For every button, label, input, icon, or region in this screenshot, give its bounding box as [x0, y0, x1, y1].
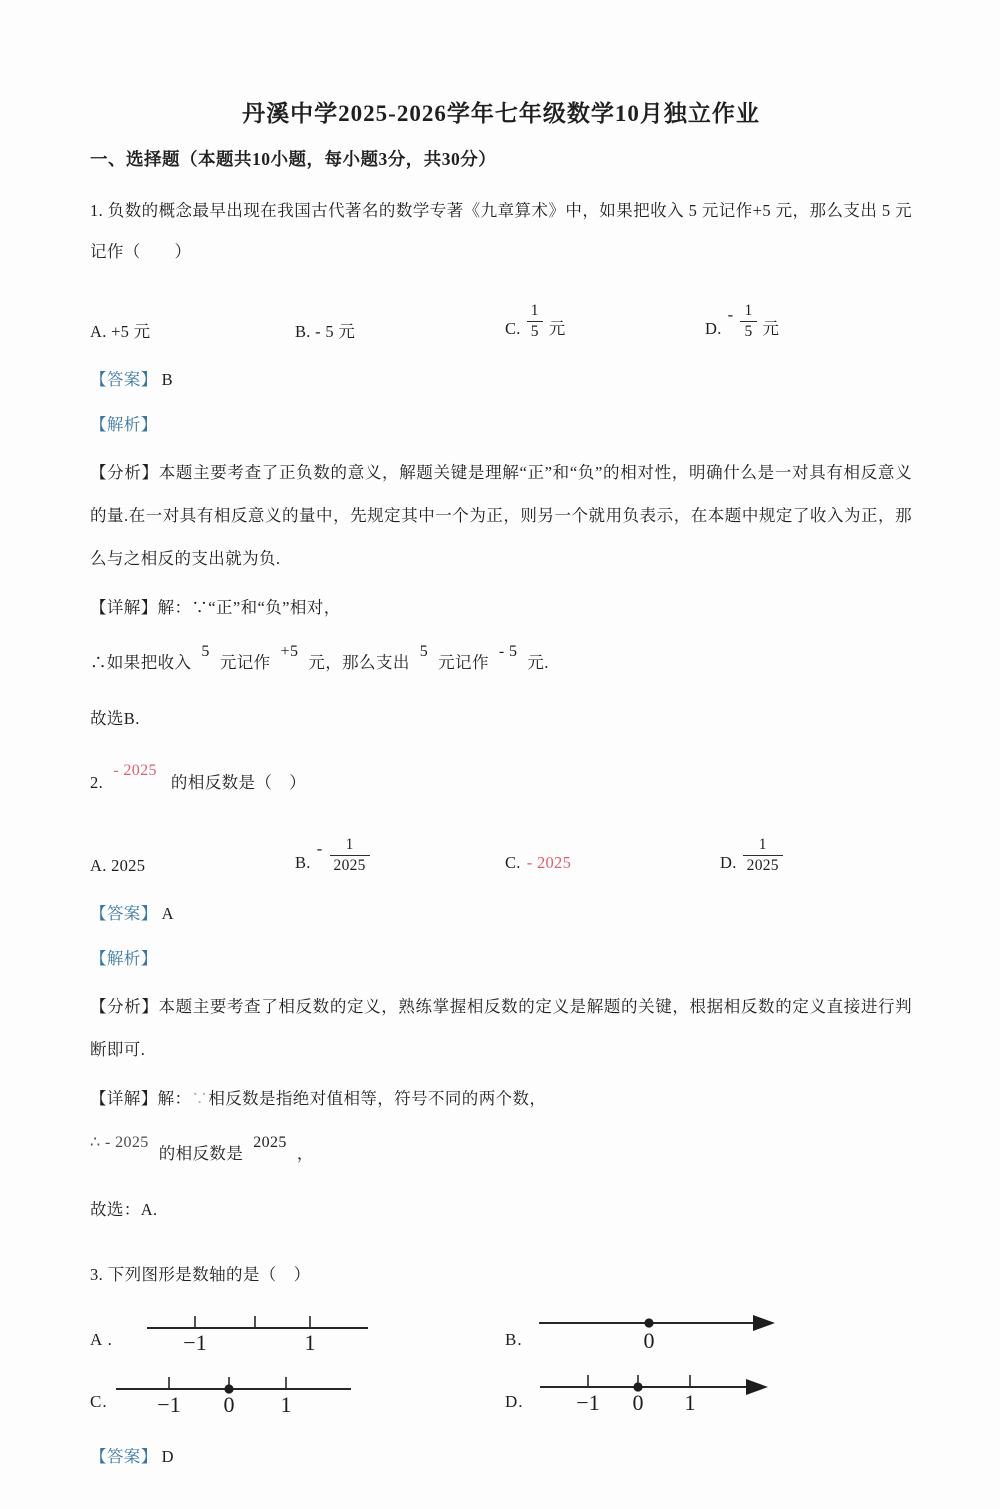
q1-option-c-content: [505, 301, 566, 342]
q1-detail-head: 【详解】解：∵“正”和“负”相对，: [90, 598, 341, 617]
q3-answer-line: [90, 1445, 912, 1469]
q2-formula-raised-1: ∴ - 2025: [90, 1134, 149, 1151]
fraction-denominator: 2025: [330, 855, 370, 876]
explain-tag: 【解析】: [90, 949, 158, 968]
q2-detail-rest: 相反数是指绝对值相等，符号不同的两个数，: [208, 1089, 547, 1108]
q3-option-d: [505, 1363, 912, 1415]
q1-option-b: B. - 5 元: [295, 322, 356, 341]
section-heading: 一、选择题（本题共10小题，每小题3分，共30分）: [90, 149, 497, 169]
q3-option-c: [90, 1363, 505, 1415]
q2-option-b-content: [295, 835, 370, 876]
tick-label: 1: [280, 1392, 292, 1415]
q1-analysis: 【分析】本题主要考查了正负数的意义，解题关键是理解“正”和“负”的相对性，明确什么是一对具有相反意义的量.在一对具有相反意义的量中，先规定其中一个为正，则另一个就用负表示，在本题中规定了收入为正，那么与之相反的支出就为负.: [90, 463, 912, 568]
q2-formula-text-2: ，: [296, 1144, 314, 1163]
q2-option-c-label: C.: [505, 853, 521, 872]
q1-option-d-content: [705, 301, 779, 342]
q2-explain-line: [90, 947, 912, 971]
fraction-denominator: 5: [740, 321, 756, 342]
q1-explain-line: [90, 413, 912, 437]
q1-option-a: A. +5 元: [90, 322, 151, 341]
q1-formula-text-4: 元记作: [438, 653, 489, 672]
q2-option-d-label: D.: [720, 853, 737, 872]
q3-option-c-label: C.: [90, 1392, 108, 1411]
tick-label: −1: [575, 1390, 600, 1415]
q3-option-d-label: D.: [505, 1392, 524, 1411]
q1-option-d: [705, 301, 912, 342]
q2-detail-pre: 【详解】解：: [90, 1089, 192, 1108]
tick-label: 1: [304, 1330, 316, 1353]
tick-label: 0: [643, 1328, 655, 1353]
q1-option-d-label: D.: [705, 319, 722, 338]
number-line-d: [538, 1363, 770, 1415]
fraction-denominator: 2025: [743, 855, 783, 876]
q1-formula-raised-4: - 5: [498, 643, 518, 660]
fraction-one-over-2025: [330, 835, 370, 876]
q2-stem-rest: 的相反数是（ ）: [170, 773, 307, 792]
q1-formula-text-5: 元.: [527, 653, 549, 672]
q2-option-a: A. 2025: [90, 856, 146, 875]
q2-answer-value: A: [161, 904, 174, 923]
document-title: 丹溪中学2025-2026学年七年级数学10月独立作业: [242, 101, 760, 126]
q1-formula-raised-3: 5: [419, 643, 429, 660]
q2-answer-line: [90, 902, 912, 926]
q1-option-c: [505, 301, 705, 342]
q1-option-d-unit: 元: [762, 319, 780, 338]
q3-answer-value: D: [161, 1447, 174, 1466]
tick-label: 1: [684, 1390, 696, 1415]
minus-sign: -: [727, 305, 734, 324]
q2-option-c-content: [505, 850, 571, 876]
question-1-stem: 1. 负数的概念最早出现在我国古代著名的数学专著《九章算术》中，如果把收入 5 元记作+5 元，那么支出 5 元记作（ ）: [90, 201, 912, 261]
tick-label: 0: [223, 1392, 235, 1415]
q1-formula-text-3: 元，那么支出: [308, 653, 410, 672]
q3-option-a: [90, 1301, 505, 1353]
q2-option-b: [295, 835, 505, 876]
question-3-options: [90, 1301, 912, 1415]
q1-formula-text-2: 元记作: [219, 653, 271, 672]
q2-option-c-value: - 2025: [526, 853, 572, 872]
number-line-c: [114, 1363, 354, 1415]
q1-option-c-unit: 元: [548, 319, 566, 338]
fraction-numerator: 1: [530, 301, 539, 319]
q1-formula-raised-1: 5: [201, 643, 210, 660]
fraction-numerator: 1: [758, 835, 767, 853]
q3-option-b: [505, 1301, 912, 1353]
q3-option-a-label: A .: [90, 1330, 113, 1349]
fraction-denominator: 5: [527, 321, 543, 342]
minus-sign: -: [316, 839, 323, 858]
fraction-one-fifth: [527, 301, 543, 342]
question-2-stem: [90, 761, 912, 806]
q1-option-c-label: C.: [505, 319, 521, 338]
q1-conclusion: 故选B.: [90, 709, 140, 728]
number-line-a: [145, 1301, 370, 1353]
q1-answer-line: [90, 368, 912, 392]
question-2-options: [90, 814, 912, 876]
q2-option-d: [720, 835, 912, 876]
fraction-numerator: 1: [345, 835, 354, 853]
tick-label: −1: [183, 1330, 207, 1353]
q2-option-d-content: [720, 835, 783, 876]
q2-formula-raised-2: 2025: [253, 1134, 287, 1151]
question-1-options: [90, 280, 912, 342]
q2-conclusion: 故选：A.: [90, 1200, 158, 1219]
fraction-one-over-2025: [743, 835, 783, 876]
tick-label: −1: [156, 1392, 181, 1415]
q1-formula-text-1: ∴如果把收入: [90, 653, 192, 672]
q2-option-c: [505, 850, 720, 876]
q2-number: 2.: [90, 773, 104, 792]
q1-answer-value: B: [161, 370, 174, 389]
q3-option-b-label: B.: [505, 1330, 523, 1349]
because-symbol: ∵: [191, 1089, 209, 1108]
q2-formula-text-1: 的相反数是: [158, 1144, 244, 1163]
q2-stem-formula: - 2025: [113, 762, 157, 779]
answer-tag: 【答案】: [90, 1447, 158, 1466]
q2-analysis: 【分析】本题主要考查了相反数的定义，熟练掌握相反数的定义是解题的关键，根据相反数的定义直接进行判断即可.: [90, 997, 912, 1059]
fraction-numerator: 1: [744, 301, 753, 319]
question-3-stem: 3. 下列图形是数轴的是（ ）: [90, 1265, 311, 1284]
answer-tag: 【答案】: [90, 904, 158, 923]
q2-option-b-label: B.: [295, 853, 311, 872]
answer-tag: 【答案】: [90, 370, 158, 389]
q1-detail-formula: [90, 632, 912, 685]
q2-detail-formula: [90, 1123, 912, 1176]
fraction-one-fifth: [740, 301, 756, 342]
q1-formula-raised-2: +5: [280, 643, 299, 660]
tick-label: 0: [632, 1390, 644, 1415]
q2-detail-head: [90, 1079, 912, 1119]
number-line-b: [537, 1301, 777, 1353]
explain-tag: 【解析】: [90, 415, 158, 434]
